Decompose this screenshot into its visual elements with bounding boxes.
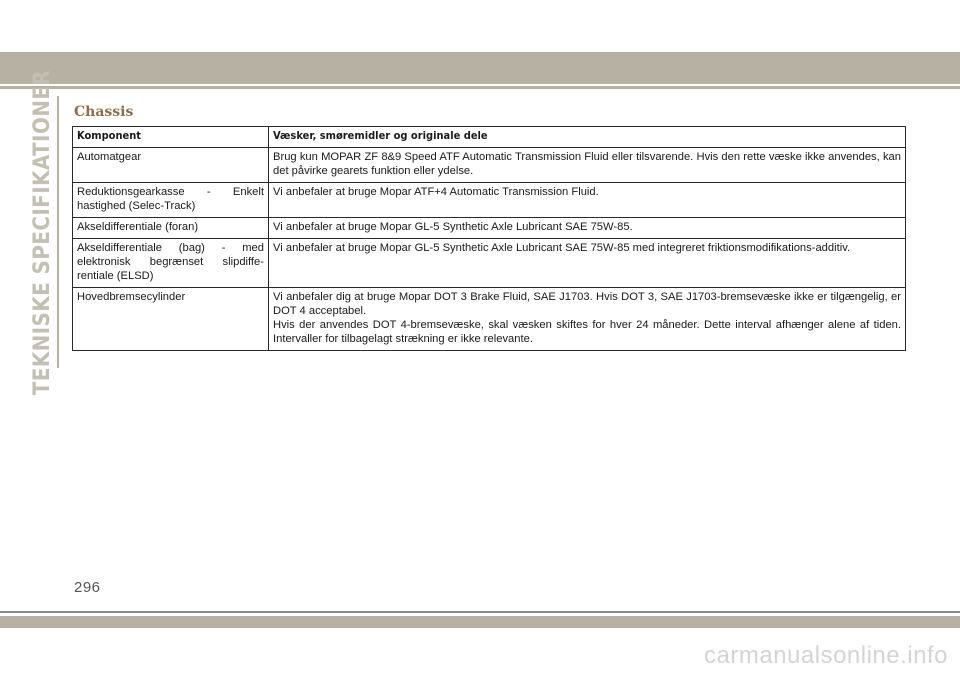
description-text: Vi anbefaler dig at bruge Mopar DOT 3 Brake Fluid, SAE J1703. Hvis DOT 3, SAE J1703-bremsevæske ikke er tilgængelig, er DOT 4 acceptabel. — [273, 291, 901, 317]
component-cell: Automatgear — [73, 148, 269, 183]
table-row — [73, 218, 906, 239]
side-chapter-label: TEKNISKE SPECIFIKATIONER — [30, 69, 56, 395]
table-row — [73, 183, 906, 218]
description-text: Vi anbefaler at bruge Mopar GL-5 Synthetic Axle Lubricant SAE 75W-85 med integreret friktionsmodifikations-additiv. — [273, 242, 851, 254]
side-rule — [57, 96, 59, 368]
spec-table — [72, 126, 906, 351]
header-band — [0, 52, 960, 84]
footer-rule — [0, 611, 960, 613]
watermark: carmanualsonline.info — [704, 642, 948, 669]
description-text: Vi anbefaler at bruge Mopar ATF+4 Automatic Transmission Fluid. — [273, 186, 599, 198]
description-text: Hvis der anvendes DOT 4-bremsevæske, skal væsken skiftes for hver 24 måneder. Dette interval afhænger alene af tiden. Intervaller for tilbagelagt strækning er ikke relevante. — [273, 319, 901, 345]
description-cell — [269, 148, 906, 183]
component-cell: Reduktionsgearkasse - Enkelt hastighed (Selec-Track) — [73, 183, 269, 218]
header-rule — [0, 86, 960, 89]
component-cell: Akseldifferentiale (bag) - med elektronisk begrænset slipdiffe-rentiale (ELSD) — [73, 239, 269, 288]
section-title: Chassis — [74, 104, 134, 120]
component-cell: Hovedbremsecylinder — [73, 288, 269, 351]
table-header-row — [73, 127, 906, 148]
description-text: Vi anbefaler at bruge Mopar GL-5 Synthetic Axle Lubricant SAE 75W-85. — [273, 221, 633, 233]
description-cell — [269, 183, 906, 218]
page-number: 296 — [74, 579, 101, 596]
table-row — [73, 288, 906, 351]
header-component: Komponent — [73, 127, 269, 148]
footer-band — [0, 616, 960, 628]
description-cell — [269, 239, 906, 288]
table-row — [73, 148, 906, 183]
component-cell: Akseldifferentiale (foran) — [73, 218, 269, 239]
side-chapter-tab — [26, 69, 60, 395]
table-row — [73, 239, 906, 288]
description-cell — [269, 288, 906, 351]
description-cell — [269, 218, 906, 239]
header-description: Væsker, smøremidler og originale dele — [269, 127, 906, 148]
description-text: Brug kun MOPAR ZF 8&9 Speed ATF Automatic Transmission Fluid eller tilsvarende. Hvis den rette væske ikke anvendes, kan det påvirke gearets funktion eller ydelse. — [273, 151, 901, 177]
